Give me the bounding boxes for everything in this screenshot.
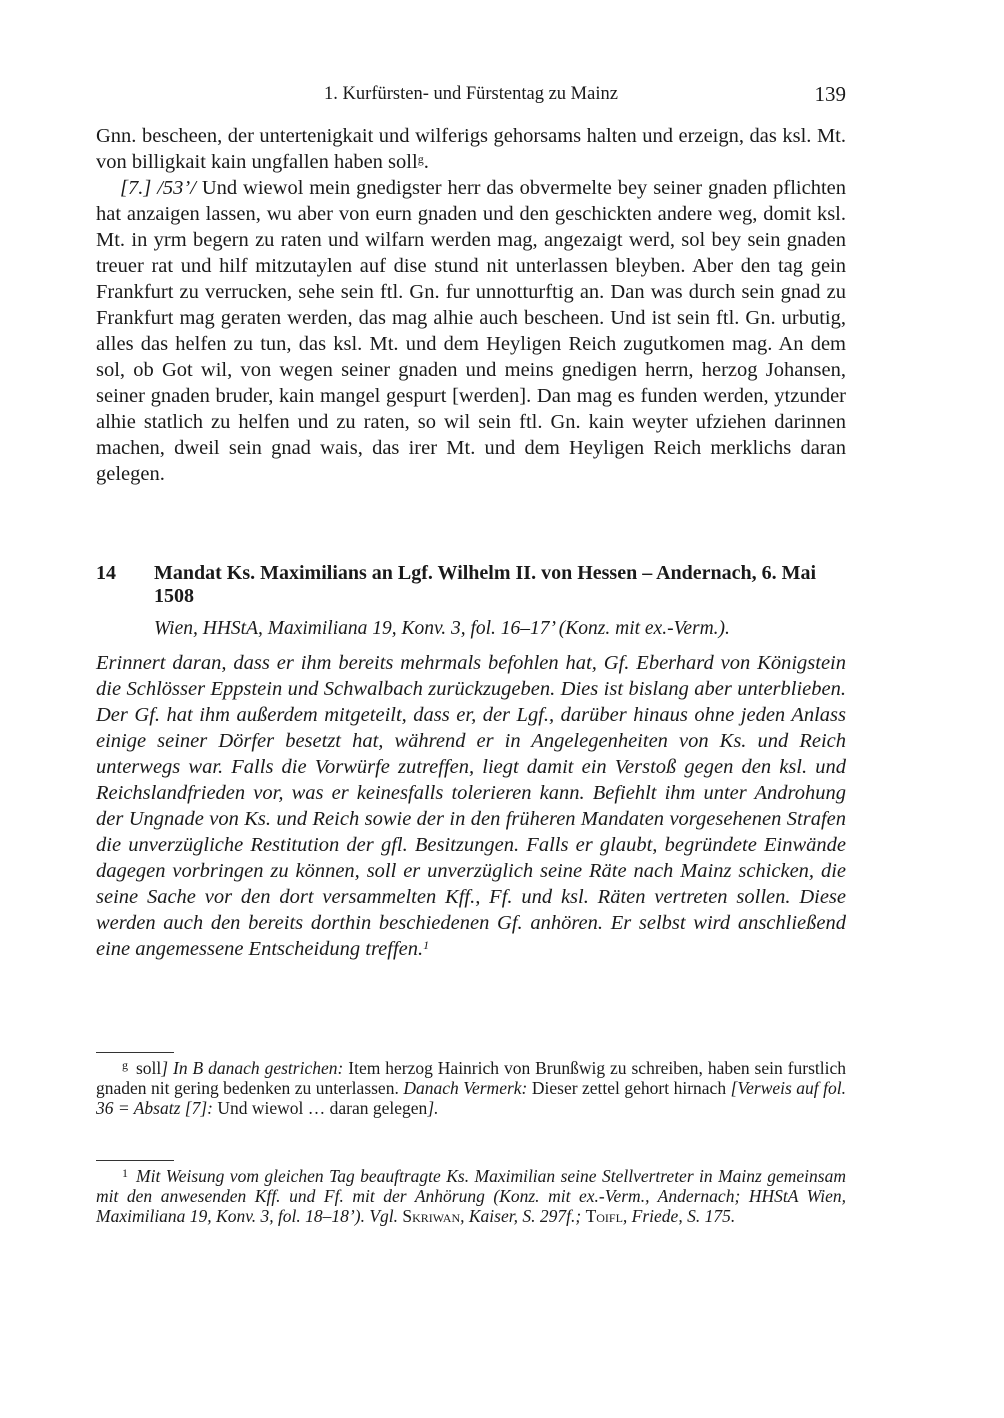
paragraph-text: Und wiewol mein gnedigster herr das obvermelte bey seiner gnaden pflichten hat anzaigen lassen, wu aber von eurn gnaden und den geschickten andere weg, domit ksl. Mt. in yrm begern zu raten und wilfarn werden mag, angezaigt werd, sol bey sein gnaden treuer rat und hilf mitzutaylen auf dise stund nit unterlassen bleyben. Aber den tag gein Frankfurt zu verrucken, sehe sein ftl. Gn. fur unnotturftig an. Dan was durch sein gnad zu Frankfurt mag geraten werden, das mag alhie auch bescheen. Und ist sein ftl. Gn. urbutig, alles das helfen zu tun, das ksl. Mt. und dem Heyligen Reich zugutkomen mag. An dem sol, ob Got wil, von wegen seiner gnaden und meins gnedigen herrn, herzog Johansen, seiner gnaden bruder, kain mangel gespurt [werden]. Dan mag es funden werden, ytzunder alhie statlich zu helfen und zu raten, so wil sein ftl. Gn. kain weyter ufziehen darinnen machen, dweil sein gnad wais, das irer Mt. und dem Heyligen Reich merklichs daran gelegen. [96,177,846,485]
footnote-text: Dieser zettel gehort hirnach [527,1078,731,1098]
page-number: 139 [814,82,846,106]
footnote-text: Und wiewol … daran gelegen [213,1098,428,1118]
paragraph-7 [96,175,846,487]
author-name: Toifl [585,1206,623,1226]
footnote-end: ]. [427,1098,439,1118]
edition-text [96,123,846,487]
footnote-note-label: Danach Vermerk: [403,1078,528,1098]
footnote-divider [96,1160,174,1161]
footnote-text: , Friede, S. 175. [622,1206,736,1226]
paragraph-text: Gnn. bescheen, der untertenigkait und wilferigs gehorsams halten und erzeign, das ksl. Mt. von billigkait kain ungfallen haben soll [96,125,846,173]
footnote-g [96,1058,846,1118]
footnote-marker-g[interactable]: g [417,152,424,166]
document-source: Wien, HHStA, Maximiliana 19, Konv. 3, fol. 16–17’ (Konz. mit ex.-Verm.). [154,618,730,639]
footnote-divider [96,1052,174,1053]
footnote-1 [96,1166,846,1226]
author-name: Skriwan [402,1206,461,1226]
document-number: 14 [96,562,116,584]
document-summary [96,650,846,962]
footnote-reference: [Verweis auf fol. 36 = Absatz [7]: [96,1078,847,1118]
footnote-text: Item herzog Hainrich von Brunßwig zu schreiben, haben sein furstlich gnaden nit gering bedenken zu unterlassen. [96,1058,846,1098]
footnote-mark: 1 [122,1166,128,1180]
footnote-intro: In B danach gestrichen: [168,1058,344,1078]
lemma-separator: ] [161,1058,169,1078]
footnote-text: Mit Weisung vom gleichen Tag beauftragte Ks. Maximilian seine Stellvertreter in Mainz gemeinsam mit den anwesenden Kff. und Ff. mit der Anhörung (Konz. mit ex.-Verm., Andernach; HHStA Wien, Maximiliana 19, Konv. 3, fol. 18–18’). Vgl. [96,1166,846,1226]
summary-text: Erinnert daran, dass er ihm bereits mehrmals befohlen hat, Gf. Eberhard von Königstein die Schlösser Eppstein und Schwalbach zurückzugeben. Dies ist bislang aber unterblieben. Der Gf. hat ihm außerdem mitgeteilt, dass er, der Lgf., darüber hinaus ohne jeden Anlass einige seiner Dörfer besetzt hat, während er in Angelegenheiten von Ks. und Reich unterwegs war. Falls die Vorwürfe zutreffen, liegt damit ein Verstoß gegen den ksl. und Reichslandfrieden vor, was er keinesfalls tolerieren kann. Befiehlt ihm unter Androhung der Ungnade von Ks. und Reich sowie der in den früheren Mandaten vorgesehenen Strafen die unverzügliche Restitution der gfl. Besitzungen. Falls er glaubt, begründete Einwände dagegen vorbringen zu können, soll er unverzüglich seine Räte nach Mainz schicken, die seine Sache vor den dort versammelten Kff., Ff. und ksl. Räten vertreten sollen. Diese werden auch den bereits dorthin beschiedenen Gf. anhören. Er selbst wird anschließend eine angemessene Entscheidung treffen. [96,652,846,960]
running-head [96,82,846,108]
document-title: Mandat Ks. Maximilians an Lgf. Wilhelm II. von Hessen – Andernach, 6. Mai 1508 [154,562,817,607]
paragraph-continuation [96,123,846,175]
paragraph-end: . [423,151,429,173]
footnote-lemma: soll [136,1058,162,1078]
footnote-marker-1[interactable]: 1 [423,938,430,952]
footnote-text: , Kaiser, S. 297f.; [460,1206,586,1226]
document-heading [96,562,846,641]
footnote-mark: g [122,1058,128,1072]
running-title: 1. Kurfürsten- und Fürstentag zu Mainz [324,84,618,104]
paragraph-reference: [7.] /53’/ [120,177,196,199]
